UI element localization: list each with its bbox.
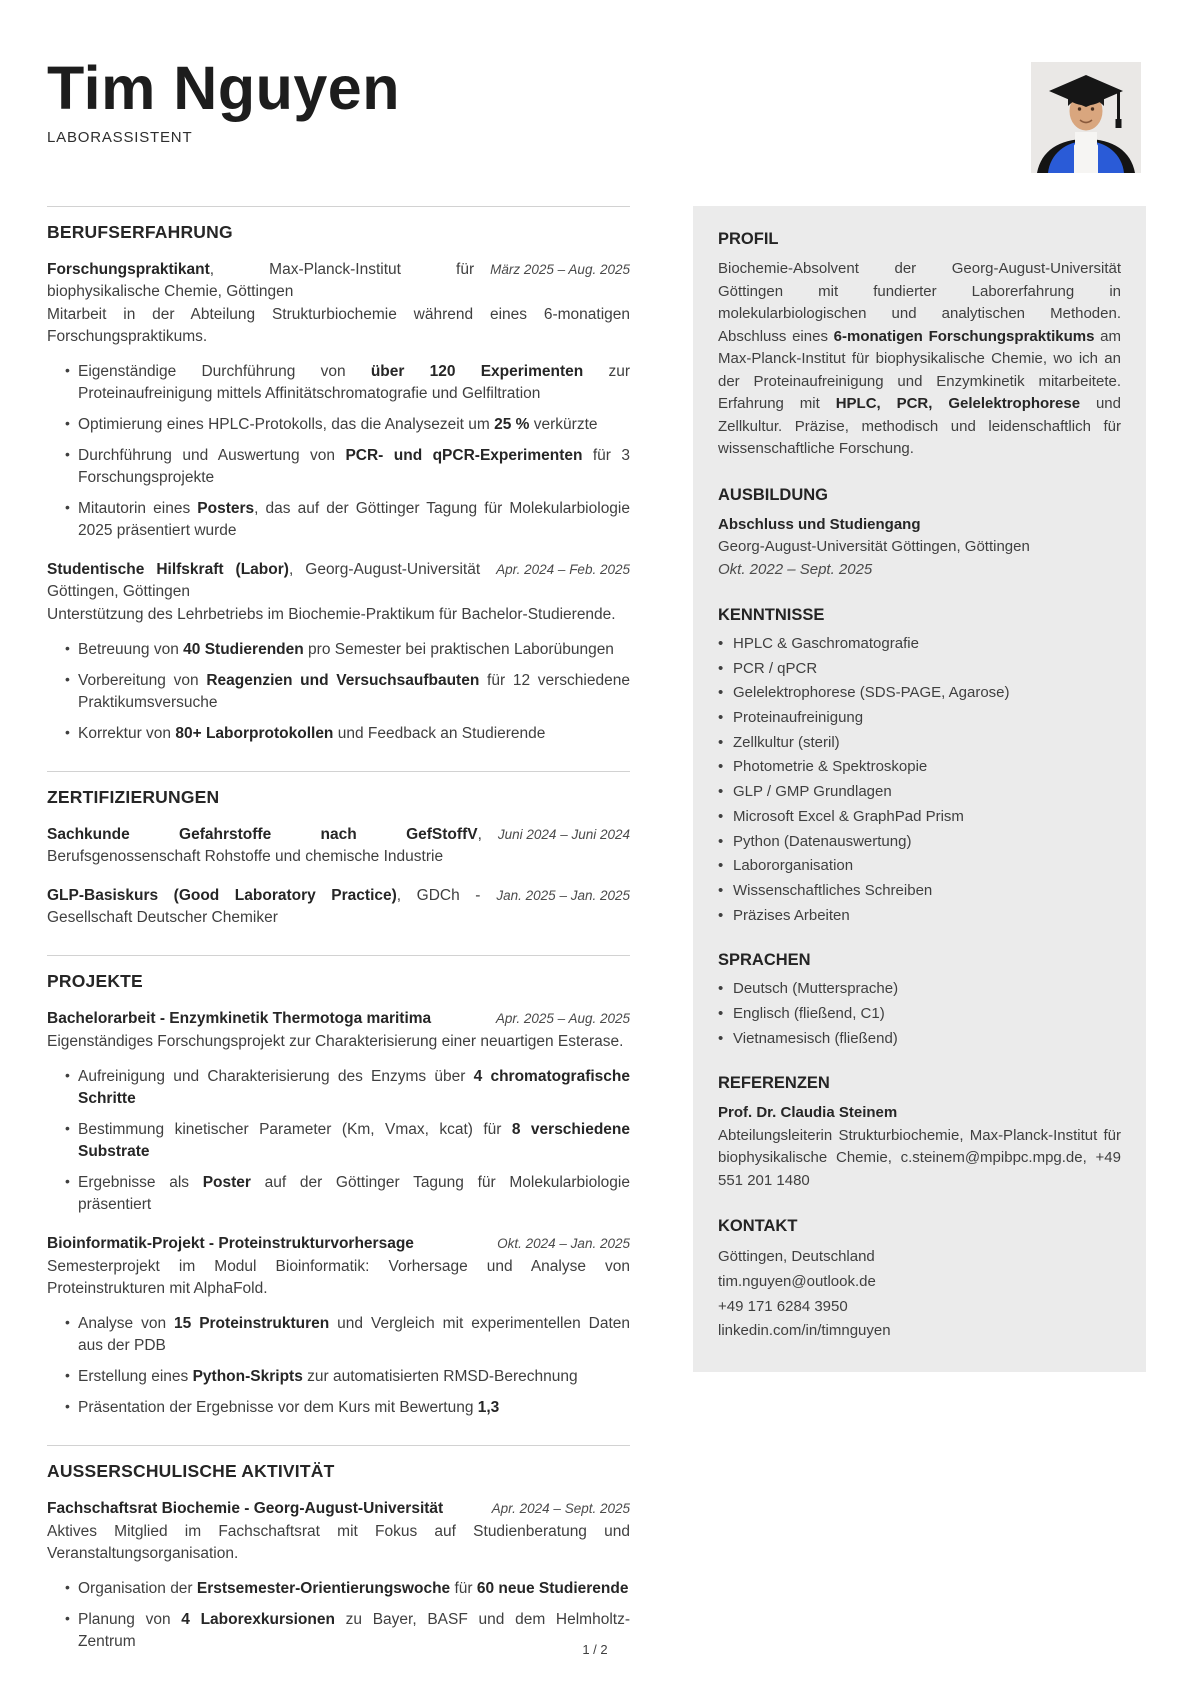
entry (47, 259, 630, 542)
person-name: Tim Nguyen (47, 54, 400, 122)
sidebar-section-kenntnisse (718, 606, 1121, 926)
entry-header (47, 259, 630, 303)
entry-date: März 2025 – Aug. 2025 (490, 262, 630, 277)
entry-title: Studentische Hilfskraft (Labor), Georg-August-Universität Göttingen, Göttingen (47, 561, 481, 600)
entry-title: Sachkunde Gefahrstoffe nach GefStoffV, Berufsgenossenschaft Rohstoffe und chemische Industrie (47, 826, 482, 865)
photo-eye-left (1078, 107, 1081, 110)
section-berufserfahrung (47, 206, 630, 745)
language-item: • Vietnamesisch (fließend) (718, 1029, 1121, 1050)
entry-header (47, 1008, 630, 1030)
bullet-item: • Aufreinigung und Charakterisierung des Enzyms über 4 chromatografische Schritte (65, 1066, 630, 1110)
sidebar-section-referenzen (718, 1074, 1121, 1192)
entry-date: Okt. 2024 – Jan. 2025 (497, 1236, 630, 1251)
bullet-list (47, 639, 630, 745)
resume-header (0, 0, 1190, 176)
sidebar-section-profil (718, 230, 1121, 461)
entry-header (47, 1233, 630, 1255)
skill-item: • Python (Datenauswertung) (718, 832, 1121, 853)
entry-title: Fachschaftsrat Biochemie - Georg-August-Universität (47, 1500, 444, 1517)
reference-details: Abteilungsleiterin Strukturbiochemie, Max-Planck-Institut für biophysikalische Chemie, c.steinem@mpibpc.mpg.de, +49 551 201 1480 (718, 1126, 1121, 1189)
section-heading: AUSSERSCHULISCHE AKTIVITÄT (47, 1461, 335, 1481)
bullet-item: • Vorbereitung von Reagenzien und Versuchsaufbauten für 12 verschiedene Praktikumsversuche (65, 670, 630, 714)
bullet-item: • Betreuung von 40 Studierenden pro Semester bei praktischen Laborübungen (65, 639, 630, 661)
entry (47, 824, 630, 868)
bullet-list (47, 361, 630, 542)
entry-title: Forschungspraktikant, Max-Planck-Institut für biophysikalische Chemie, Göttingen (47, 261, 475, 300)
profile-photo (1031, 62, 1141, 173)
skill-item: • Gelelektrophorese (SDS-PAGE, Agarose) (718, 683, 1121, 704)
education-institution: Georg-August-Universität Göttingen, Göttingen (718, 538, 1030, 555)
entry-title: Bachelorarbeit - Enzymkinetik Thermotoga maritima (47, 1010, 432, 1027)
entry (47, 559, 630, 745)
sidebar-section-ausbildung (718, 486, 1121, 582)
bullet-item: • Präsentation der Ergebnisse vor dem Kurs mit Bewertung 1,3 (65, 1397, 630, 1419)
skill-item: • Proteinaufreinigung (718, 708, 1121, 729)
skill-item: • GLP / GMP Grundlagen (718, 782, 1121, 803)
bullet-list (47, 1313, 630, 1419)
bullet-item: • Erstellung eines Python-Skripts zur automatisierten RMSD-Berechnung (65, 1366, 630, 1388)
entry-description: Semesterprojekt im Modul Bioinformatik: Vorhersage und Analyse von Proteinstrukturen mit AlphaFold. (47, 1258, 630, 1297)
entry-date: Jan. 2025 – Jan. 2025 (496, 888, 630, 903)
skill-item: • Photometrie & Spektroskopie (718, 757, 1121, 778)
section-divider (47, 1445, 630, 1446)
education-degree-label: Abschluss und Studiengang (718, 515, 921, 533)
bullet-item: • Ergebnisse als Poster auf der Göttinger Tagung für Molekularbiologie präsentiert (65, 1172, 630, 1216)
section-heading: KONTAKT (718, 1217, 798, 1236)
skills-list (718, 634, 1121, 926)
skill-item: • Microsoft Excel & GraphPad Prism (718, 807, 1121, 828)
photo-eye-right (1091, 107, 1094, 110)
bullet-item: • Planung von 4 Laborexkursionen zu Bayer, BASF und dem Helmholtz-Zentrum (65, 1609, 630, 1653)
left-column (47, 206, 630, 1679)
bullet-list (47, 1066, 630, 1216)
entry-date: Apr. 2024 – Sept. 2025 (491, 1501, 630, 1516)
section-divider (47, 955, 630, 956)
section-divider (47, 771, 630, 772)
entry-header (47, 559, 630, 603)
section-heading: KENNTNISSE (718, 606, 825, 624)
section-heading: REFERENZEN (718, 1074, 830, 1093)
bullet-item: • Analyse von 15 Proteinstrukturen und Vergleich mit experimentellen Daten aus der PDB (65, 1313, 630, 1357)
bullet-item: • Organisation der Erstsemester-Orientierungswoche für 60 neue Studierende (65, 1578, 630, 1600)
reference-name: Prof. Dr. Claudia Steinem (718, 1104, 898, 1122)
bullet-item: • Optimierung eines HPLC-Protokolls, das die Analysezeit um 25 % verkürzte (65, 414, 630, 436)
bullet-item: • Eigenständige Durchführung von über 120 Experimenten zur Proteinaufreinigung mittels Affinitätschromatografie und Gelfiltration (65, 361, 630, 405)
bullet-item: • Mitautorin eines Posters, das auf der Göttinger Tagung für Molekularbiologie 2025 präsentiert wurde (65, 498, 630, 542)
entry-date: Apr. 2024 – Feb. 2025 (496, 562, 630, 577)
skill-item: • Zellkultur (steril) (718, 733, 1121, 754)
section-heading: SPRACHEN (718, 951, 811, 970)
content-columns (47, 206, 1141, 1679)
section-heading: PROFIL (718, 230, 779, 248)
entry-description: Aktives Mitglied im Fachschaftsrat mit Fokus auf Studienberatung und Veranstaltungsorganisation. (47, 1523, 630, 1562)
contact-email-link[interactable]: tim.nguyen@outlook.de (718, 1273, 876, 1290)
entry-date: Apr. 2025 – Aug. 2025 (495, 1011, 630, 1026)
skill-item: • HPLC & Gaschromatografie (718, 634, 1121, 655)
contact-linkedin-link[interactable]: linkedin.com/in/timnguyen (718, 1322, 891, 1340)
section-heading: PROJEKTE (47, 971, 143, 991)
entry-title: GLP-Basiskurs (Good Laboratory Practice), GDCh - Gesellschaft Deutscher Chemiker (47, 887, 481, 926)
profile-summary: Biochemie-Absolvent der Georg-August-Universität Göttingen mit fundierter Laborerfahrung in molekularbiologischen und analytischen Methoden. Abschluss eines 6-monatigen Forschungspraktikums am Max-Planck-Institut für biophysikalische Chemie, wo ich an der Proteinaufreinigung und Enzymkinetik mitarbeitete. Erfahrung mit HPLC, PCR, Gelelektrophorese und Zellkultur. Präzise, methodisch und leidenschaftlich für wissenschaftliche Forschung. (718, 260, 1121, 457)
entry (47, 885, 630, 929)
bullet-item: • Korrektur von 80+ Laborprotokollen und Feedback an Studierende (65, 723, 630, 745)
entry-description: Unterstützung des Lehrbetriebs im Biochemie-Praktikum für Bachelor-Studierende. (47, 606, 616, 623)
skill-item: • Präzises Arbeiten (718, 906, 1121, 927)
section-divider (47, 206, 630, 207)
languages-list (718, 979, 1121, 1049)
section-heading: BERUFSERFAHRUNG (47, 222, 233, 242)
entry-title: Bioinformatik-Projekt - Proteinstrukturvorhersage (47, 1235, 414, 1252)
entry-description: Mitarbeit in der Abteilung Strukturbiochemie während eines 6-monatigen Forschungspraktikums. (47, 306, 630, 345)
section-projekte (47, 955, 630, 1419)
sidebar (693, 206, 1146, 1372)
skill-item: • Labororganisation (718, 856, 1121, 877)
entry-date: Juni 2024 – Juni 2024 (497, 827, 630, 842)
education-period: Okt. 2022 – Sept. 2025 (718, 560, 873, 578)
entry-header (47, 885, 630, 929)
contact-location: Göttingen, Deutschland (718, 1248, 875, 1266)
contact-phone: +49 171 6284 3950 (718, 1297, 848, 1315)
language-item: • Englisch (fließend, C1) (718, 1004, 1121, 1025)
section-zertifizierungen (47, 771, 630, 929)
page-indicator: 1 / 2 (582, 1642, 608, 1657)
language-item: • Deutsch (Muttersprache) (718, 979, 1121, 1000)
bullet-item: • Bestimmung kinetischer Parameter (Km, Vmax, kcat) für 8 verschiedene Substrate (65, 1119, 630, 1163)
sidebar-section-kontakt (718, 1217, 1121, 1343)
entry-header (47, 1498, 630, 1520)
entry (47, 1233, 630, 1419)
sidebar-section-sprachen (718, 951, 1121, 1049)
skill-item: • PCR / qPCR (718, 659, 1121, 680)
bullet-item: • Durchführung und Auswertung von PCR- und qPCR-Experimenten für 3 Forschungsprojekte (65, 445, 630, 489)
entry (47, 1498, 630, 1653)
entry (47, 1008, 630, 1216)
section-ausserschulische-aktivitat (47, 1445, 630, 1653)
section-heading: AUSBILDUNG (718, 485, 828, 504)
entry-header (47, 824, 630, 868)
contact-list (718, 1245, 1121, 1343)
entry-description: Eigenständiges Forschungsprojekt zur Charakterisierung einer neuartigen Esterase. (47, 1033, 624, 1050)
section-heading: ZERTIFIZIERUNGEN (47, 787, 220, 807)
job-title: LABORASSISTENT (47, 129, 193, 146)
skill-item: • Wissenschaftliches Schreiben (718, 881, 1121, 902)
photo-tassel (1117, 91, 1120, 121)
photo-tassel-end (1116, 119, 1122, 128)
